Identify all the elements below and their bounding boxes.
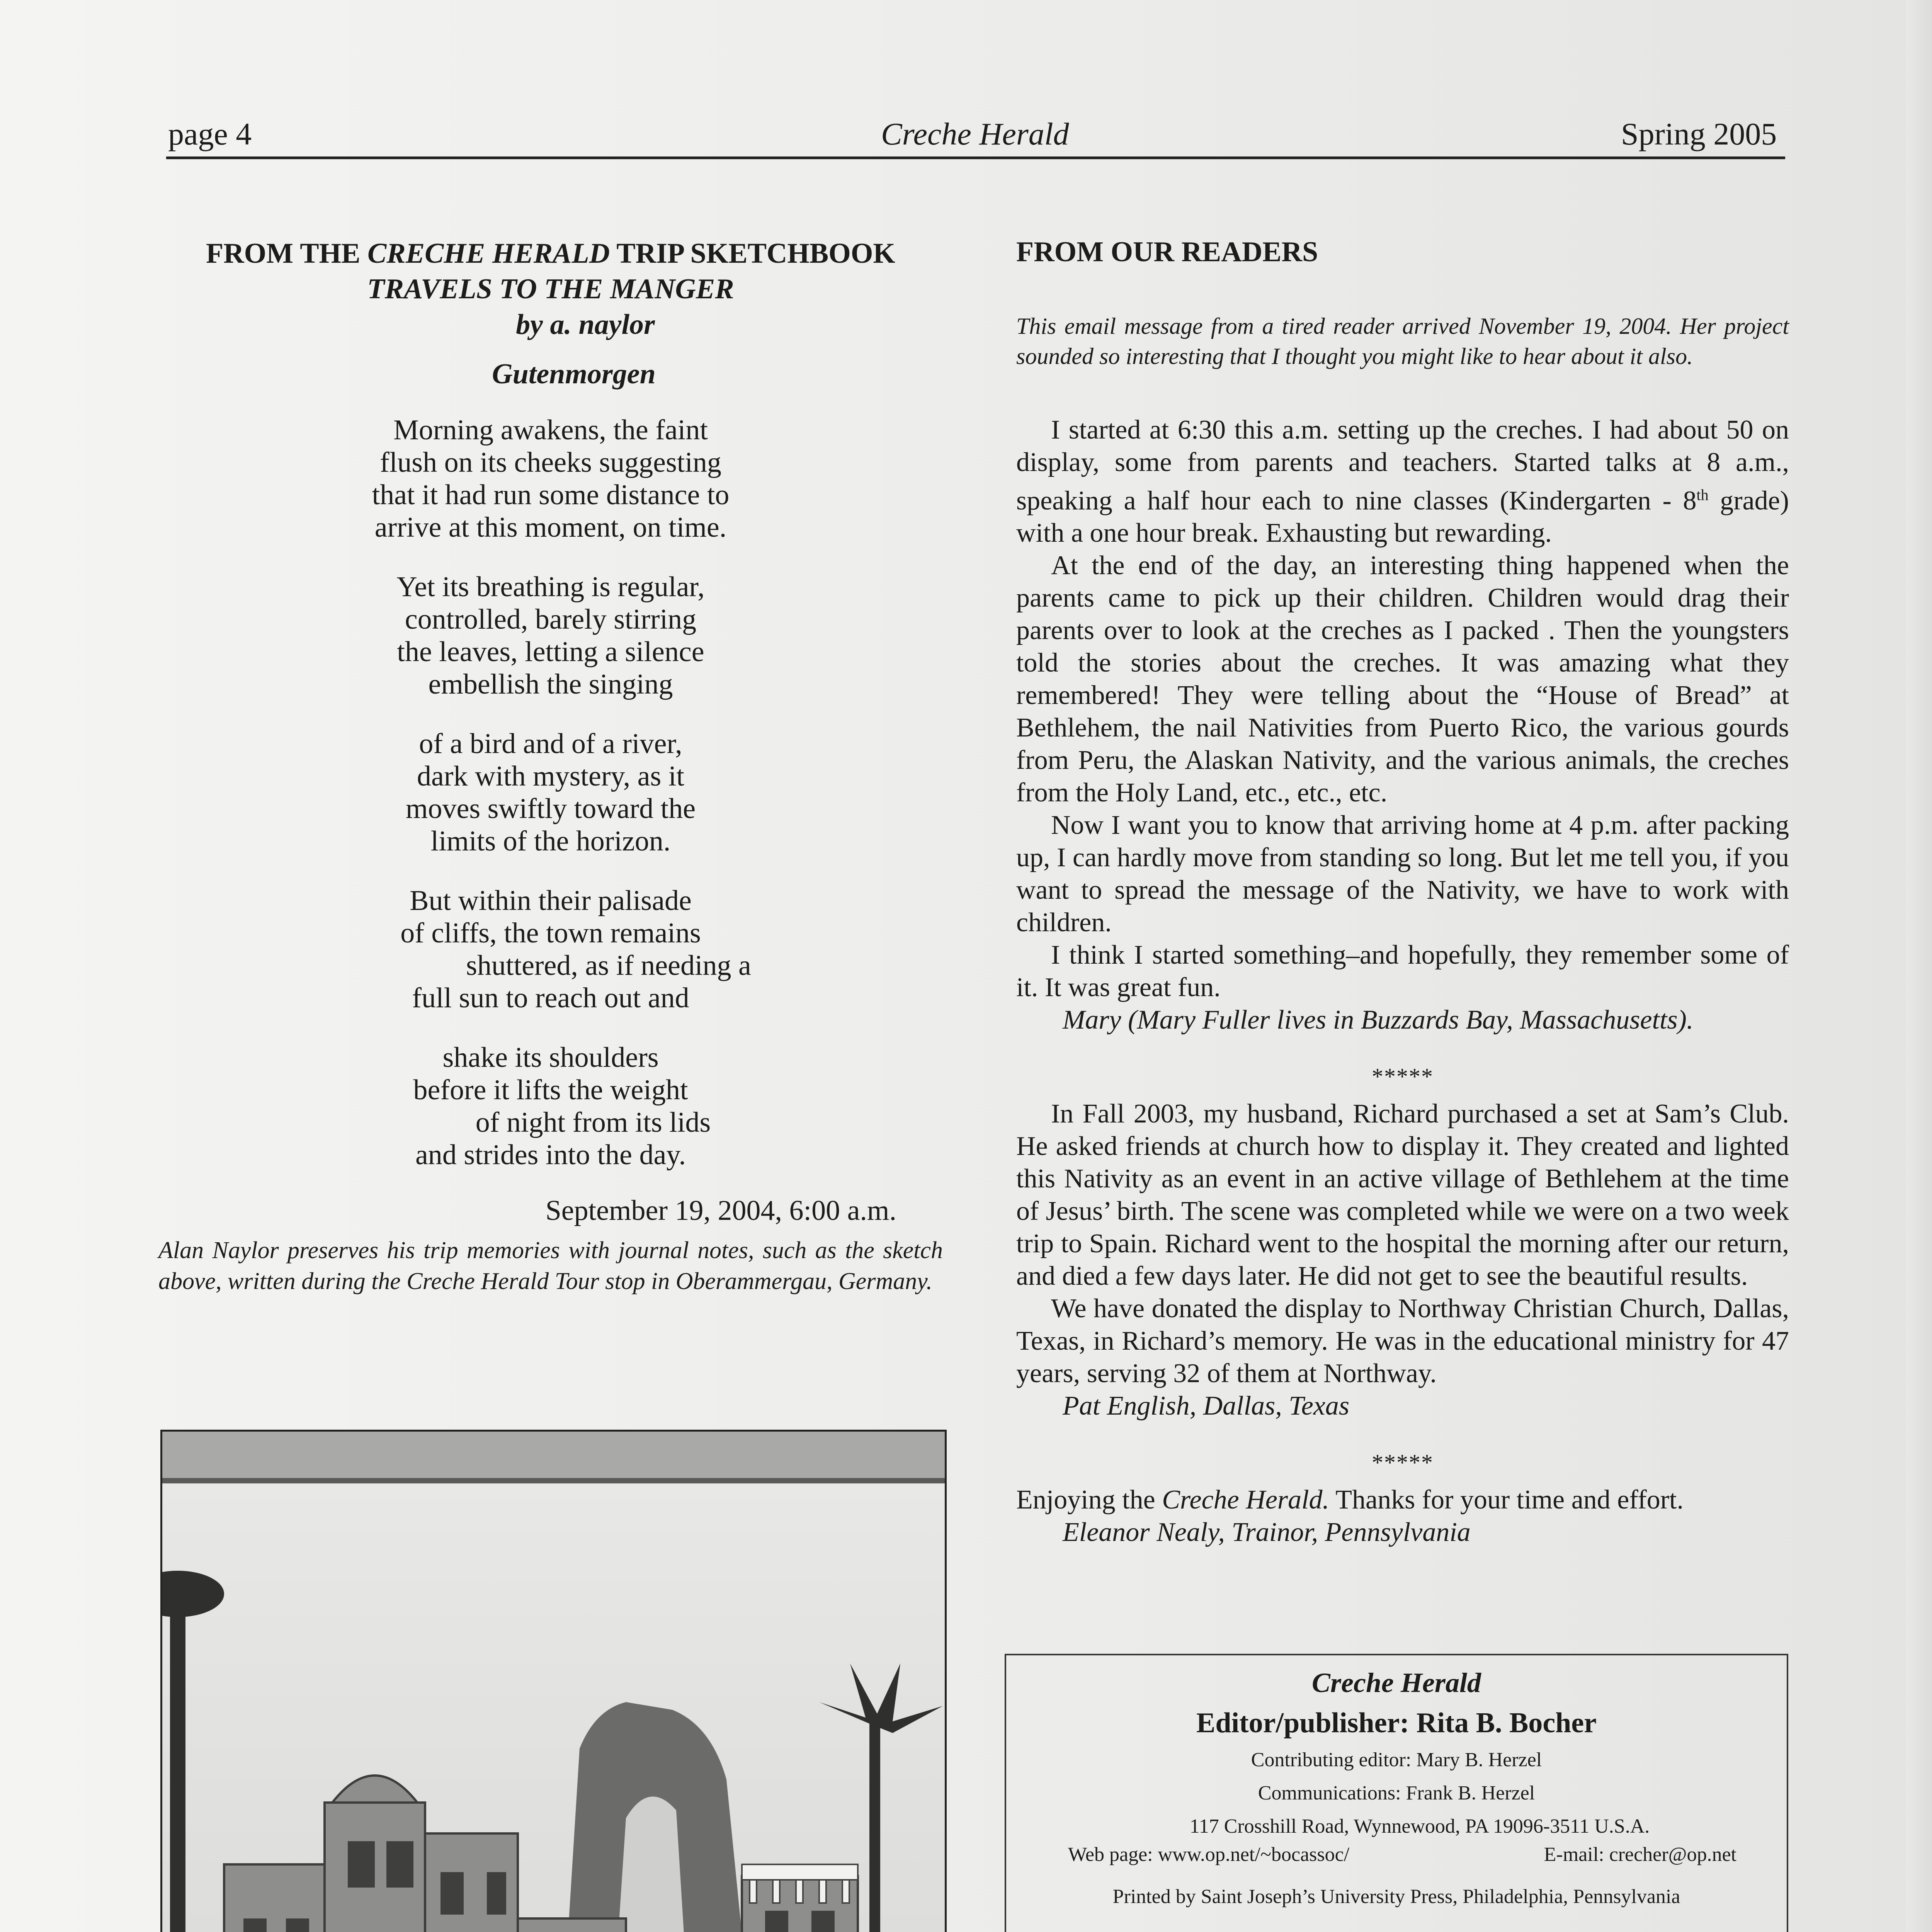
letter1-paragraph: At the end of the day, an interesting thing happened when the parents came to pick up their children. Children would drag their parents over to look at the creches as I packed . Then the youngsters told the stories about the creches. It was amazing what they remembered! They were telling about the “House of Bread” at Bethlehem, the nail Nativities from Puerto Rico, the various gourds from Peru, the Alaskan Nativity, and the various animals, the creches from the Holy Land, etc., etc., etc.: [1016, 551, 1789, 808]
poem-line: arrive at this moment, on time.: [374, 512, 727, 543]
letter3-italic: Creche Herald.: [1162, 1485, 1330, 1515]
poem-line: moves swiftly toward the: [405, 793, 696, 825]
creche-photo-art: [162, 1432, 945, 1932]
poem-line: dark with mystery, as it: [417, 760, 684, 792]
poem-stanza: [158, 571, 943, 701]
poem-stanza: [158, 884, 943, 1014]
masthead-web: Web page: www.op.net/~bocassoc/: [1068, 1844, 1350, 1866]
poem-line: of cliffs, the town remains: [400, 917, 701, 949]
letter1-paragraph: I think I started something–and hopefully, they remember some of it. It was great fun.: [1016, 940, 1789, 1003]
poem-line: and strides into the day.: [415, 1139, 686, 1171]
poem-line: limits of the horizon.: [430, 825, 671, 857]
letter2-paragraph: In Fall 2003, my husband, Richard purchased a set at Sam’s Club. He asked friends at church how to display it. They created and lighted this Nativity as an event in an active village of Bethlehem at the time of Jesus’ birth. The scene was completed while we were on a two week trip to Spain. Richard went to the hospital the morning after our return, and died a few days later. He did not get to see the beautiful results.: [1016, 1099, 1789, 1291]
letter2-signature: Pat English, Dallas, Texas: [1063, 1391, 1350, 1421]
byline: by a. naylor: [516, 309, 655, 340]
poem-line: that it had run some distance to: [372, 479, 730, 511]
letter1-paragraph: Now I want you to know that arriving home at 4 p.m. after packing up, I can hardly move from standing so long. But let me tell you, if you want to spread the message of the Nativity, we have to work with children.: [1016, 810, 1789, 938]
masthead-box: [1005, 1654, 1788, 1932]
heading-suffix: TRIP SKETCHBOOK: [610, 238, 895, 269]
masthead-contributing: Contributing editor: Mary B. Herzel: [1251, 1749, 1542, 1771]
masthead-contact-row: [1006, 1843, 1787, 1866]
heading-prefix: FROM THE: [206, 238, 367, 269]
masthead-title: Creche Herald: [1312, 1667, 1481, 1698]
left-column: [158, 236, 943, 1297]
poem: [158, 414, 943, 1171]
right-column: [1016, 236, 1789, 1549]
poem-line: shuttered, as if needing a: [466, 950, 751, 981]
poem-line: the leaves, letting a silence: [397, 636, 704, 668]
poem-line: controlled, barely stirring: [405, 604, 697, 635]
separator-stars: *****: [1372, 1450, 1434, 1476]
poem-line: But within their palisade: [410, 885, 692, 917]
poem-line: before it lifts the weight: [413, 1074, 688, 1106]
poem-line: embellish the singing: [428, 668, 673, 700]
readers-intro: This email message from a tired reader arrived November 19, 2004. Her project sounded so interesting that I thought you might like to hear about it also.: [1016, 313, 1789, 369]
poem-line: Yet its breathing is regular,: [396, 571, 705, 603]
masthead-editor: Editor/publisher: Rita B. Bocher: [1196, 1707, 1597, 1739]
heading-italic: CRECHE HERALD: [367, 238, 610, 269]
poem-line: flush on its cheeks suggesting: [380, 447, 721, 478]
poem-stanza: [158, 728, 943, 857]
letter1-text: grade) with a one hour break. Exhausting but rewarding.: [1016, 486, 1789, 548]
creche-photo: [160, 1430, 947, 1932]
masthead-communications: Communications: Frank B. Herzel: [1258, 1782, 1535, 1804]
sketchbook-heading: [158, 236, 943, 271]
letter3-signature: Eleanor Nealy, Trainor, Pennsylvania: [1063, 1517, 1471, 1548]
letter1-signature: Mary (Mary Fuller lives in Buzzards Bay, Massachusetts).: [1063, 1005, 1694, 1035]
poem-dateline: September 19, 2004, 6:00 a.m.: [545, 1195, 896, 1226]
masthead-printed: Printed by Saint Joseph’s University Press, Philadelphia, Pennsylvania: [1112, 1886, 1680, 1908]
masthead-address: 117 Crosshill Road, Wynnewood, PA 19096-3511 U.S.A.: [1189, 1815, 1650, 1837]
letter2-paragraph: We have donated the display to Northway Christian Church, Dallas, Texas, in Richard’s memory. He was in the educational ministry for 47 years, serving 32 of them at Northway.: [1016, 1294, 1789, 1389]
letter3-text: Thanks for your time and effort.: [1329, 1485, 1684, 1515]
masthead-email: E-mail: crecher@op.net: [1544, 1844, 1736, 1866]
letter1-text: I started at 6:30 this a.m. setting up the creches. I had about 50 on display, some from parents and teachers. Started talks at 8 a.m., speaking a half hour each to nine classes (Kindergarten - 8: [1016, 415, 1789, 516]
header-rule: [166, 156, 1785, 159]
issue-date: Spring 2005: [1621, 116, 1777, 151]
scan-edge-strip: [1906, 0, 1932, 1932]
readers-heading: FROM OUR READERS: [1016, 236, 1318, 268]
letter3-paragraph: [1016, 1484, 1789, 1516]
poem-title: Gutenmorgen: [492, 358, 656, 390]
separator-stars: *****: [1372, 1064, 1434, 1090]
letter1-superscript: th: [1696, 486, 1709, 503]
sketchbook-subheading: TRAVELS TO THE MANGER: [367, 273, 734, 305]
letter1-paragraph: [1016, 414, 1789, 549]
poem-line: of night from its lids: [475, 1107, 711, 1138]
poem-line: shake its shoulders: [442, 1042, 659, 1073]
poem-line: full sun to reach out and: [412, 982, 689, 1014]
letter3-text: Enjoying the: [1016, 1485, 1162, 1515]
poem-line: of a bird and of a river,: [419, 728, 682, 760]
sketch-caption: Alan Naylor preserves his trip memories with journal notes, such as the sketch above, written during the Creche Herald Tour stop in Oberammergau, Germany.: [158, 1237, 943, 1294]
poem-line: Morning awakens, the faint: [393, 414, 708, 446]
poem-stanza: [158, 414, 943, 544]
page-number: page 4: [168, 116, 252, 151]
publication-title: Creche Herald: [881, 116, 1069, 151]
poem-stanza: [158, 1041, 943, 1171]
